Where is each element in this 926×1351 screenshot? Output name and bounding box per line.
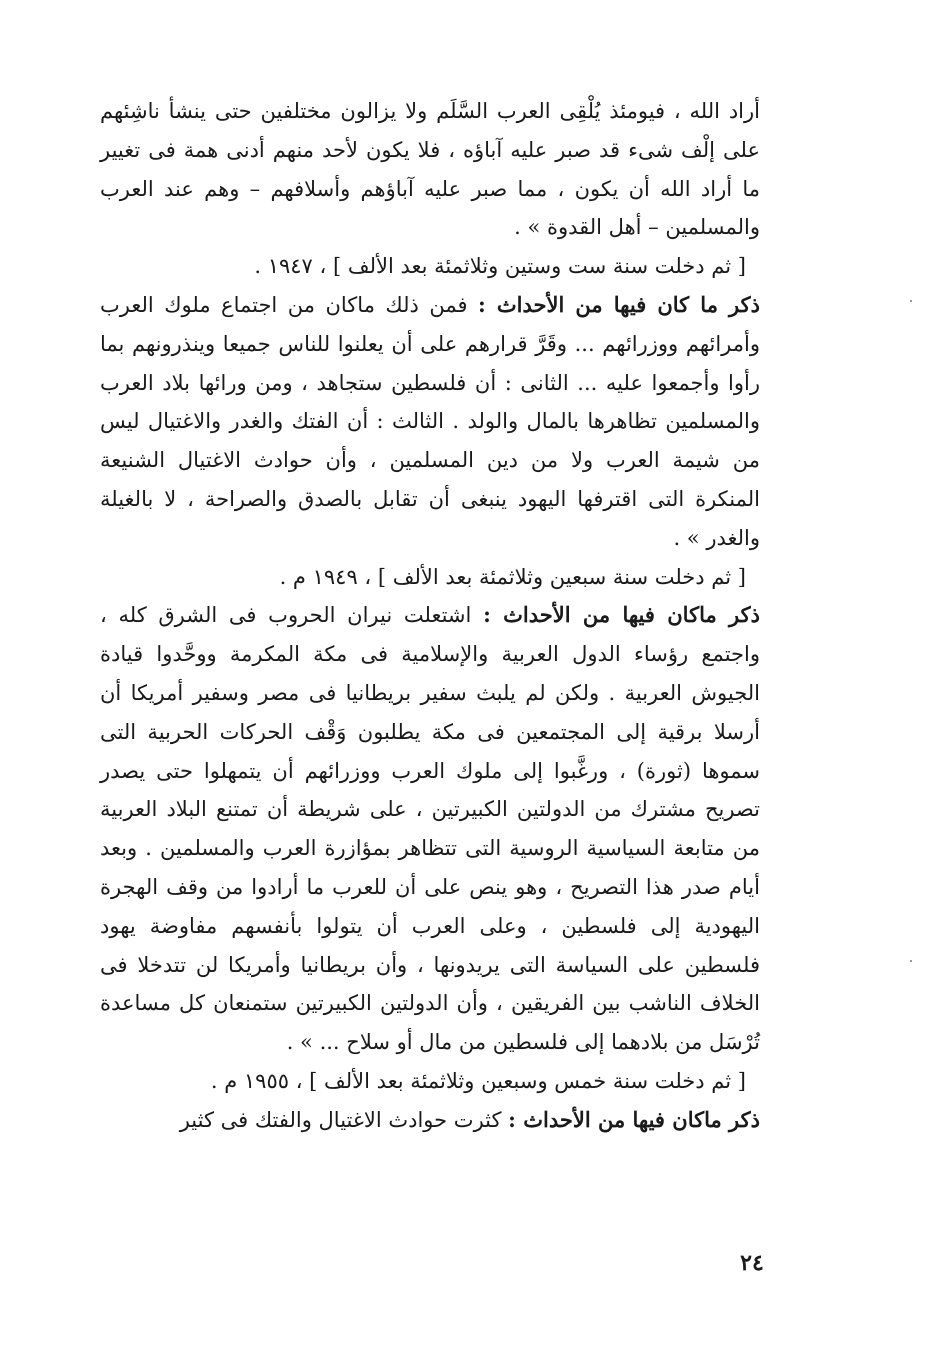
section-heading: ذكر ما كان فيها من الأحداث : [478, 291, 760, 317]
section-1947-events [100, 286, 760, 558]
page-body [100, 92, 760, 1140]
scan-speck [910, 960, 912, 962]
year-heading-1955: [ ثم دخلت سنة خمس وسبعين وثلاثمئة بعد الألف ] ، ١٩٥٥ م . [210, 1068, 746, 1093]
section-heading: ذكر ماكان فيها من الأحداث : [508, 1106, 760, 1132]
section-text: كثرت حوادث الاغتيال والفتك فى كثير [179, 1107, 509, 1132]
page-number: ٢٤ [740, 1250, 764, 1276]
paragraph-opening: أراد الله ، فيومئذ يُلْقِى العرب السَّلَم ولا يزالون مختلفين حتى ينشأ ناشِئهم على إلْف شىء قد صبر عليه آباؤه ، فلا يكون لأحد منهم أدنى همة فى تغيير ما أراد الله أن يكون ، مما صبر عليه آباؤهم وأسلافهم – وهم عند العرب والمسلمين – أهل القدوة » . [100, 99, 760, 240]
section-text: فمن ذلك ماكان من اجتماع ملوك العرب وأمرائهم ووزرائهم ... وقَرَّ قرارهم على أن يعلنوا للناس جميعا وينذرونهم بما رأوا وأجمعوا عليه ... الثانى : أن فلسطين ستجاهد ، ومن ورائها بلاد العرب والمسلمين تظاهرها بالمال والولد . الثالث : أن الفتك والغدر والاغتيال ليس من شيمة العرب ولا من دين المسلمين ، وأن حوادث الاغتيال الشنيعة المنكرة التى اقترفها اليهود ينبغى أن تقابل بالصدق والصراحة ، لا بالغيلة والغدر » . [100, 292, 760, 550]
year-heading-1949: [ ثم دخلت سنة سبعين وثلاثمئة بعد الألف ] ، ١٩٤٩ م . [279, 564, 746, 589]
scan-speck [910, 300, 912, 302]
section-1955-events [100, 1101, 760, 1140]
section-heading: ذكر ماكان فيها من الأحداث : [483, 602, 760, 628]
section-1949-events [100, 596, 760, 1062]
section-text: اشتعلت نيران الحروب فى الشرق كله ، واجتمع رؤساء الدول العربية والإسلامية فى مكة المكرمة ووحَّدوا قيادة الجيوش العربية . ولكن لم يلبث سفير بريطانيا فى مصر وسفير أمريكا أن أرسلا برقية إلى المجتمعين فى مكة يطلبون وَقْف الحركات الحربية التى سموها (ثورة) ، ورغَّبوا إلى ملوك العرب ووزرائهم أن يتمهلوا حتى يصدر تصريح مشترك من الدولتين الكبيرتين ، على شريطة أن تمتنع البلاد العربية من متابعة السياسية الروسية التى تتظاهر بمؤازرة العرب والمسلمين . وبعد أيام صدر هذا التصريح ، وهو ينص على أن للعرب ما أرادوا من وقف الهجرة اليهودية إلى فلسطين ، وعلى العرب أن يتولوا بأنفسهم مفاوضة يهود فلسطين على السياسة التى يريدونها ، وأن بريطانيا وأمريكا لن تتدخلا فى الخلاف الناشب بين الفريقين ، وأن الدولتين الكبيرتين ستمنعان كل مساعدة تُرْسَل من بلادهما إلى فلسطين من مال أو سلاح ... » . [100, 603, 760, 1055]
year-heading-1947: [ ثم دخلت سنة ست وستين وثلاثمئة بعد الألف ] ، ١٩٤٧ . [254, 254, 746, 279]
